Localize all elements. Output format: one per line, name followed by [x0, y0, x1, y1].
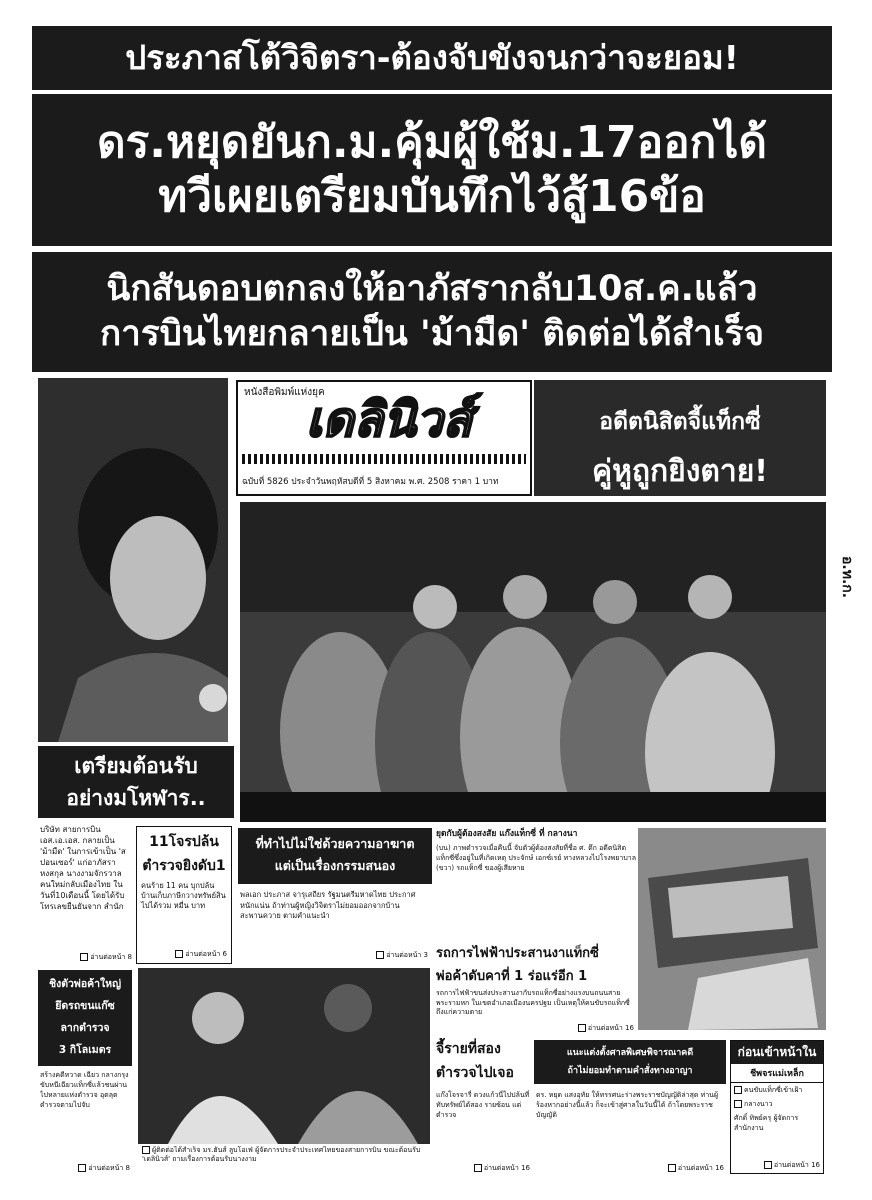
index-box-subtitle: ชีพจรแม่เหล็ก: [731, 1064, 823, 1083]
second-story-body: แก๊งโจรจารี่ ดวงแก้วนี่ไปปล้นที่ ทับทรัพย์ได้สอง รายซ้อน แต่ตำรวจ: [436, 1091, 530, 1119]
left-story-more[interactable]: [38, 952, 132, 963]
wreck-photo: [638, 828, 826, 1030]
index-box-title: ก่อนเข้าหน้าใน: [731, 1041, 823, 1064]
left-story-body: บริษัท สายการบิน เอส.เอ.เอส. กลายเป็น 'ม้ามืด' ในการเข้าเป็น 'สปอนเซอร์' แก่อาภัสรา หงสกุล นางงามจักรวาลคนใหม่กลับเมืองไทย ในวันที่10เดือนนี้ โดยได้รับโทรเลขยืนยันจาก สำนัก: [40, 825, 126, 911]
masthead-issue-line: ฉบับที่ 5826 ประจำวันพฤหัสบดีที่ 5 สิงหาคม พ.ศ. 2508 ราคา 1 บาท: [242, 477, 499, 487]
index-box-item2-label[interactable]: กลางนาว: [744, 1100, 773, 1108]
index-box-more[interactable]: [764, 1160, 820, 1171]
side-headline-line2: คู่หูถูกยิงตาย!: [592, 454, 768, 489]
index-box-item1-label[interactable]: คนขับแท็กซี่เข้าเฝ้า: [744, 1086, 803, 1094]
second-story-more-label[interactable]: อ่านต่อหน้า 16: [483, 1164, 530, 1172]
left-story-title1: เตรียมต้อนรับ: [74, 754, 198, 778]
headline-line3a: นิกสันดอบตกลงให้อาภัสรากลับ10ส.ค.แล้ว: [106, 269, 758, 310]
bottom-photo: [138, 968, 430, 1144]
index-box-more-label[interactable]: อ่านต่อหน้า 16: [773, 1161, 820, 1169]
square-icon: [80, 953, 88, 961]
train-story: [436, 942, 636, 1034]
train-story-title2: พ่อค้าดับคาที่ 1 ร่อแร่อีก 1: [436, 969, 588, 984]
index-box-item2[interactable]: [731, 1097, 823, 1111]
masthead: [236, 380, 532, 496]
crowd-illustration: [240, 502, 826, 822]
headline-block3: [32, 252, 832, 372]
masthead-tagline: หนังสือพิมพ์แห่งยุค: [244, 387, 325, 398]
square-icon: [175, 950, 183, 958]
square-icon: [734, 1086, 742, 1094]
square-icon: [668, 1164, 676, 1172]
box-hijack-body: สร้างคดีหวาด เฉียว กลางกรุง ขับหนีเฉียวแท็กซี่แล้วชนผ่านไปหลายแห่งตำรวจ อุตลุต ตำรวจตามไปจับ: [40, 1071, 129, 1109]
box-robbery-body: คนร้าย 11 คน บุกปล้นบ้านเก็บภาษีกวางทรัพย์สินไปได้รวม หมื่น บาท: [141, 881, 226, 910]
law-story-title1: แนะแต่งตั้งศาลพิเศษพิจารณาคดี: [566, 1048, 694, 1058]
train-story-more-label[interactable]: อ่านต่อหน้า 16: [587, 1024, 634, 1032]
main-action-photo: [240, 502, 826, 822]
center-story-title: [238, 828, 432, 884]
photo-caption-body: (บน) ภาพตำรวจเมื่อคืนนี้ จับตัวผู้ต้องสงสัยที่ชื่อ ศ. ตึก อดีตนิสิตแท็กซี่ซึ่งอยู่ในที่เกิดเหตุ ประจักษ์ เอกซ์เรย์ ทางหลวงไปโรงพยาบาล (ขวา) รถแท็กซี่ ของผู้เสียหาย: [436, 844, 636, 872]
law-story-more-label[interactable]: อ่านต่อหน้า 16: [677, 1164, 724, 1172]
box-hijack-title: [38, 970, 132, 1066]
square-icon: [142, 1146, 150, 1154]
headline-line2b: ทวีเผยเตรียมบันทึกไว้สู้16ข้อ: [158, 171, 706, 222]
law-story-more[interactable]: [668, 1163, 724, 1174]
left-story-title2: อย่างมโหฬาร..: [66, 786, 206, 810]
box-hijack-title2: ยึดรถขนแก๊ซ: [55, 1000, 115, 1012]
center-story-body: พลเอก ประภาส จารุเสถียร รัฐมนตรีมหาดไทย ประกาศหนักแน่น ถ้าท่านผู้หญิงวิจิตราไม่ยอมออกจากบ้านสะพานควาย ตามคำแนะนำ: [240, 890, 416, 920]
center-story-more-label[interactable]: อ่านต่อหน้า 3: [386, 951, 428, 959]
vertical-mark: อ.ท.ก.: [839, 556, 855, 599]
law-story-body: ดร. หยุด แสงอุทัย ให้ทรรศนะร่างพระราชบัญญัติล่าสุด ท่านผู้ร้องหากอย่างนี้แล้ว ก็จะเข้าสู่ศาลในวันนี้ได้ ถ้าโดยพระราชบัญญัติ: [536, 1091, 719, 1119]
headline-line2a: ดร.หยุดยันก.ม.คุ้มผู้ใช้ม.17ออกได้: [97, 116, 767, 168]
box-robbery-more-label[interactable]: อ่านต่อหน้า 6: [185, 950, 227, 958]
wreck-illustration: [638, 828, 826, 1030]
bottom-photo-block: [138, 968, 430, 1174]
side-headline-line1: อดีตนิสิตจี้แท็กซี่: [599, 409, 761, 435]
box-hijack-more-label[interactable]: อ่านต่อหน้า 8: [88, 1164, 130, 1172]
masthead-name: เดลินิวส์: [305, 392, 473, 448]
center-story-title1: ที่ทำไปไม่ใช่ด้วยความอาฆาต: [255, 836, 415, 851]
second-story-more[interactable]: [474, 1163, 530, 1174]
square-icon: [78, 1164, 86, 1172]
box-robbery-title1: 11โจรปล้น: [149, 834, 219, 850]
photo-caption-title: ยุดกับผู้ต้องสงสัย แก๊งแท็กซี่ ที่ กลางนา: [436, 829, 578, 839]
left-story-more-label[interactable]: อ่านต่อหน้า 8: [90, 953, 132, 961]
second-story-title1: จี้รายที่สอง: [436, 1041, 501, 1057]
box-hijack-title4: 3 กิโลเมตร: [58, 1044, 112, 1056]
center-story-more[interactable]: [376, 950, 428, 961]
bottom-photo-caption-text: ผู้ติดต่อได้สำเร็จ มร.ฮันส์ ลูบโอเฟ่ ผู้จัดการประจำประเทศไทยของสายการบิน ขณะต้อนรับ 'เดลินิวส์' ถามเรื่องการต้อนรับนางงาม: [142, 1146, 421, 1163]
portrait-photo: [38, 378, 228, 742]
portrait-illustration: [38, 378, 228, 742]
index-box: [730, 1040, 824, 1174]
side-headline: [534, 380, 826, 496]
square-icon: [578, 1024, 586, 1032]
train-story-body: รถการไฟฟ้าขนส่งประสานงากับรถแท็กซี่อย่างแรงบนถนนสายพระรามหก ในเขตอำเภอเมืองนครปฐม เป็นเหตุให้คนขับรถแท็กซี่ถึงแก่ความตาย: [436, 989, 630, 1016]
square-icon: [764, 1161, 772, 1169]
train-story-more[interactable]: [578, 1023, 634, 1034]
photo-caption: [436, 826, 636, 942]
box-robbery-title2: ตำรวจยิงดับ1: [142, 858, 226, 874]
center-story-title2: แต่เป็นเรื่องกรรมสนอง: [274, 858, 396, 873]
law-story-title2: ถ้าไม่ยอมทำตามคำสั่งทางอาญา: [567, 1066, 693, 1076]
second-story: [436, 1038, 530, 1174]
center-story: [238, 828, 432, 964]
left-story-title: [38, 746, 234, 818]
headline-block2: [32, 94, 832, 246]
headline-line3b: การบินไทยกลายเป็น 'ม้ามืด' ติดต่อได้สำเร็จ: [99, 314, 765, 354]
square-icon: [474, 1164, 482, 1172]
headline-line1: ประภาสโต้วิจิตรา-ต้องจับขังจนกว่าจะยอม!: [32, 26, 832, 90]
square-icon: [734, 1100, 742, 1108]
box-hijack-title3: ลากตำรวจ: [60, 1022, 110, 1034]
box-hijack-title1: ชิงตัวพ่อค้าใหญ่: [48, 978, 122, 990]
box-robbery: [136, 826, 232, 964]
box-hijack: [38, 970, 132, 1174]
train-story-title1: รถการไฟฟ้าประสานงาแท็กซี่: [436, 946, 599, 961]
law-story: [534, 1040, 726, 1174]
box-hijack-more[interactable]: [78, 1163, 130, 1174]
handshake-illustration: [138, 968, 430, 1144]
index-box-item3: ศักดิ์ ทิพย์ครุ ผู้จัดการ สำนักงาน: [734, 1114, 799, 1132]
bottom-photo-caption: [142, 1146, 430, 1174]
law-story-title: [534, 1040, 726, 1084]
index-box-item1[interactable]: [731, 1083, 823, 1097]
box-robbery-more[interactable]: [175, 949, 227, 960]
square-icon: [376, 951, 384, 959]
second-story-title2: ตำรวจไปเจอ: [436, 1065, 514, 1081]
masthead-rule: [242, 454, 526, 464]
